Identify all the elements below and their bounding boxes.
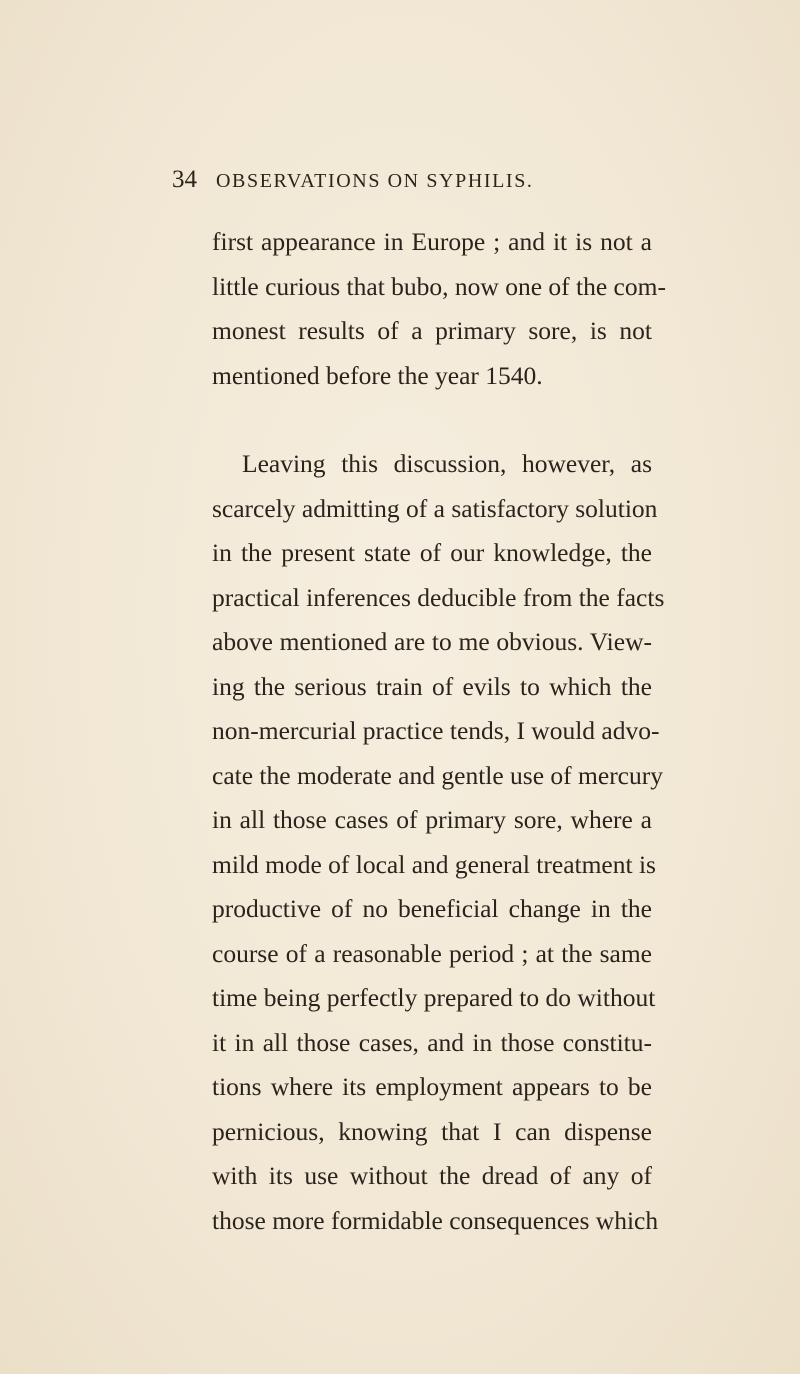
- text-line: in all those cases of primary sore, where a: [212, 805, 652, 834]
- paragraph-1: [212, 220, 666, 398]
- text-line: those more formidable consequences which: [212, 1205, 659, 1235]
- text-line: tions where its employment appears to be: [212, 1072, 652, 1101]
- text-line: ing the serious train of evils to which the: [212, 671, 652, 701]
- text-line: non-mercurial practice tends, I would advo-: [212, 716, 660, 745]
- text-line: mentioned before the year 1540.: [212, 360, 543, 390]
- page-number: 34: [172, 166, 197, 193]
- text-line: monest results of a primary sore, is not: [212, 316, 652, 345]
- text-line: it in all those cases, and in those constitu-: [212, 1027, 652, 1057]
- text-line: time being perfectly prepared to do without: [212, 983, 656, 1012]
- text-line: with its use without the dread of any of: [212, 1161, 652, 1190]
- text-line: practical inferences deducible from the facts: [212, 582, 665, 612]
- text-line: mild mode of local and general treatment is: [212, 849, 656, 879]
- text-line: first appearance in Europe ; and it is not a: [212, 227, 652, 256]
- text-line: in the present state of our knowledge, the: [212, 538, 652, 567]
- text-line: productive of no beneficial change in the: [212, 894, 652, 923]
- paragraph-2: [212, 442, 665, 1243]
- text-line: above mentioned are to me obvious. View-: [212, 627, 652, 656]
- text-line: scarcely admitting of a satisfactory solution: [212, 493, 658, 523]
- body-text: [212, 220, 666, 1243]
- running-head: OBSERVATIONS ON SYPHILIS.: [216, 170, 534, 192]
- page-header: [172, 166, 642, 200]
- text-line: course of a reasonable period ; at the same: [212, 938, 652, 968]
- paragraph-gap: [212, 398, 652, 442]
- text-line: cate the moderate and gentle use of mercury: [212, 760, 663, 790]
- text-line: little curious that bubo, now one of the com-: [212, 271, 666, 301]
- text-line: Leaving this discussion, however, as: [242, 449, 652, 478]
- text-line: pernicious, knowing that I can dispense: [212, 1116, 652, 1146]
